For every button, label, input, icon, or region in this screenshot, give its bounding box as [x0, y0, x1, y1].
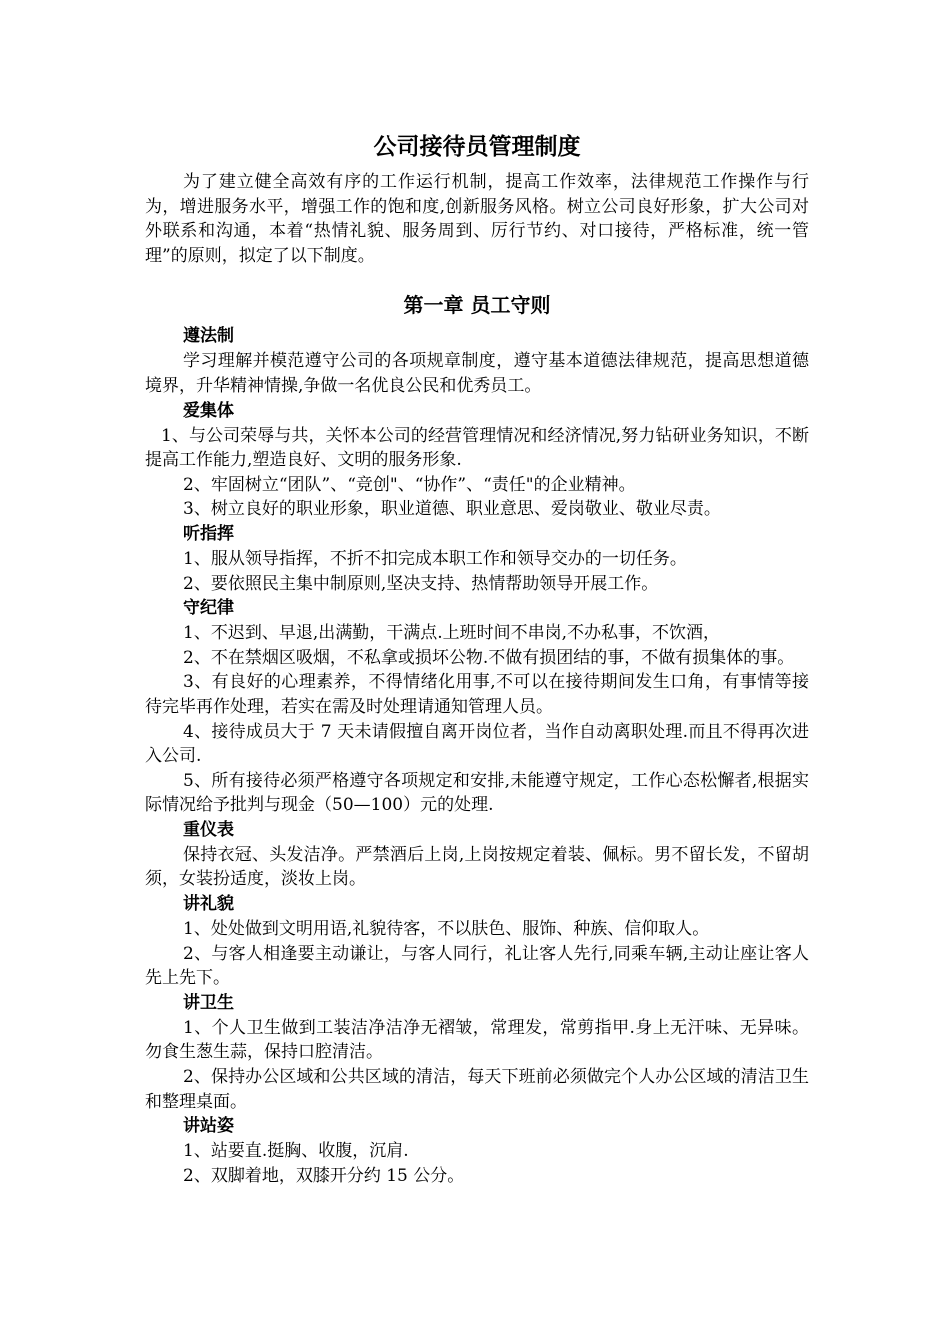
section-paragraph: 1、个人卫生做到工装洁净洁净无褶皱，常理发，常剪指甲.身上无汗味、无异味。勿食生葱生蒜，保持口腔清洁。	[145, 1017, 809, 1063]
section-paragraph: 2、双脚着地，双膝开分约 15 公分。	[183, 1165, 465, 1186]
section-paragraph: 2、要依照民主集中制原则,坚决支持、热情帮助领导开展工作。	[183, 573, 659, 594]
section-paragraph: 1、不迟到、早退,出满勤，干满点.上班时间不串岗,不办私事，不饮酒，	[183, 623, 721, 644]
section-heading: 守纪律	[183, 598, 234, 619]
section-paragraph: 2、牢固树立“团队”、“竞创"、“协作”、“责任"的企业精神。	[183, 474, 636, 495]
section-paragraph: 1、站要直.挺胸、收腹，沉肩.	[183, 1141, 409, 1162]
document-body	[145, 130, 809, 1188]
chapter-title: 第一章 员工守则	[403, 293, 551, 318]
section-heading: 讲礼貌	[183, 894, 234, 915]
section-heading: 讲卫生	[183, 992, 234, 1013]
section-paragraph: 5、所有接待必须严格遵守各项规定和安排,未能遵守规定，工作心态松懈者,根据实际情况给予批判与现金（50—100）元的处理.	[145, 770, 809, 816]
section-paragraph: 2、保持办公区域和公共区域的清洁，每天下班前必须做完个人办公区域的清洁卫生和整理桌面。	[145, 1067, 809, 1112]
section-paragraph: 学习理解并模范遵守公司的各项规章制度，遵守基本道德法律规范，提高思想道德境界，升华精神情操,争做一名优良公民和优秀员工。	[145, 351, 809, 396]
section-paragraph: 4、接待成员大于 7 天未请假擅自离开岗位者，当作自动离职处理.而且不得再次进入公司.	[145, 721, 809, 767]
section-paragraph: 1、服从领导指挥，不折不扣完成本职工作和领导交办的一切任务。	[183, 548, 687, 569]
section-paragraph: 2、与客人相逢要主动谦让，与客人同行，礼让客人先行,同乘车辆,主动让座让客人先上先下。	[145, 943, 809, 989]
section-paragraph: 1、与公司荣辱与共，关怀本公司的经营管理情况和经济情况,努力钻研业务知识，不断提高工作能力,塑造良好、文明的服务形象.	[145, 425, 809, 471]
section-heading: 听指挥	[183, 523, 234, 544]
section-heading: 讲站姿	[183, 1116, 234, 1137]
section-paragraph: 1、处处做到文明用语,礼貌待客，不以肤色、服饰、种族、信仰取人。	[183, 919, 710, 940]
section-heading: 重仪表	[183, 819, 234, 840]
section-paragraph: 2、不在禁烟区吸烟，不私拿或损坏公物.不做有损团结的事，不做有损集体的事。	[183, 647, 795, 668]
intro-paragraph: 为了建立健全高效有序的工作运行机制，提高工作效率，法律规范工作操作与行为，增进服务水平，增强工作的饱和度,创新服务风格。树立公司良好形象，扩大公司对外联系和沟通，本着“热情礼貌、服务周到、厉行节约、对口接待，严格标准，统一管理”的原则，拟定了以下制度。	[145, 172, 809, 266]
document-title: 公司接待员管理制度	[373, 134, 581, 160]
section-paragraph: 3、有良好的心理素养，不得情绪化用事,不可以在接待期间发生口角，有事情等接待完毕再作处理，若实在需及时处理请通知管理人员。	[145, 672, 809, 717]
section-paragraph: 保持衣冠、头发洁净。严禁酒后上岗,上岗按规定着装、佩标。男不留长发，不留胡须，女装扮适度，淡妆上岗。	[145, 844, 809, 890]
section-paragraph: 3、树立良好的职业形象，职业道德、职业意思、爱岗敬业、敬业尽责。	[183, 499, 721, 520]
section-heading: 爱集体	[183, 400, 234, 421]
section-heading: 遵法制	[183, 326, 234, 347]
